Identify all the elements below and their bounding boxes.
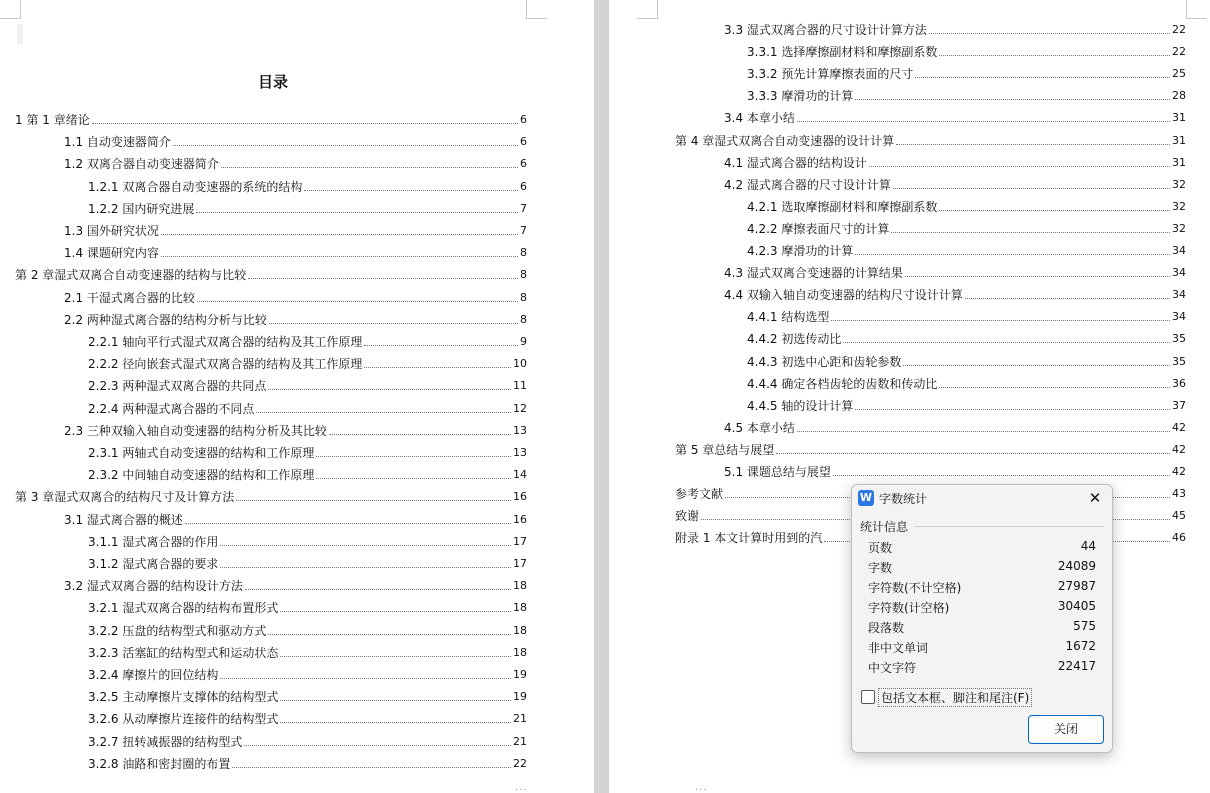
toc-leader-dots — [244, 745, 511, 746]
toc-entry-page: 34 — [1172, 310, 1186, 324]
stat-value: 22417 — [1057, 659, 1096, 673]
toc-leader-dots — [896, 144, 1170, 145]
toc-leader-dots — [280, 722, 511, 723]
stat-label: 字数 — [868, 561, 893, 575]
toc-entry-text: 第 3 章湿式双离合的结构尺寸及计算方法 — [15, 490, 235, 505]
toc-entry[interactable] — [88, 734, 527, 750]
toc-leader-dots — [185, 523, 511, 524]
toc-entry-text: 3.4 本章小结 — [724, 111, 795, 126]
toc-entry-page: 13 — [513, 446, 527, 459]
toc-entry[interactable] — [88, 467, 527, 483]
toc-entry-text: 第 4 章湿式双离合自动变速器的设计计算 — [675, 133, 895, 148]
toc-entry-text: 4.4.3 初选中心距和齿轮参数 — [747, 354, 902, 369]
toc-entry-page: 6 — [520, 179, 527, 193]
toc-entry-text: 4.2 湿式离合器的尺寸设计计算 — [724, 177, 891, 192]
toc-leader-dots — [797, 431, 1170, 432]
toc-entry-page: 42 — [1172, 420, 1186, 434]
stat-value: 27987 — [1057, 579, 1096, 593]
toc-entry[interactable] — [88, 600, 527, 616]
toc-entry[interactable] — [64, 134, 527, 150]
toc-leader-dots — [316, 478, 511, 479]
toc-entry-text: 3.2.4 摩擦片的回位结构 — [88, 668, 219, 682]
stat-row — [868, 639, 1096, 659]
toc-entry-text: 1.2 双离合器自动变速器简介 — [64, 157, 219, 172]
dialog-title: 字数统计 — [879, 492, 928, 506]
toc-entry-page: 17 — [513, 557, 527, 570]
toc-entry-page: 16 — [513, 512, 527, 526]
toc-entry-page: 6 — [520, 135, 527, 149]
crop-mark — [0, 0, 21, 19]
toc-leader-dots — [915, 77, 1170, 78]
toc-entry[interactable] — [64, 156, 527, 172]
toc-entry-text: 5.1 课题总结与展望 — [724, 465, 831, 479]
toc-entry-text: 第 5 章总结与展望 — [675, 442, 775, 457]
toc-entry-text: 1.2.2 国内研究进展 — [88, 201, 195, 216]
stat-label: 段落数 — [868, 621, 905, 635]
toc-entry[interactable] — [724, 420, 1186, 436]
toc-entry-text: 3.1.1 湿式离合器的作用 — [88, 534, 219, 549]
toc-entry-text: 3.2.2 压盘的结构型式和驱动方式 — [88, 623, 267, 638]
toc-entry-page: 36 — [1172, 376, 1186, 390]
toc-entry-text: 3.3.1 选择摩擦副材料和摩擦副系数 — [747, 45, 938, 60]
toc-entry-page: 19 — [513, 690, 527, 704]
toc-leader-dots — [161, 234, 518, 235]
toc-entry-text: 2.2.3 两种湿式双离合器的共同点 — [88, 379, 267, 394]
crop-mark — [637, 0, 658, 19]
toc-entry-page: 10 — [513, 357, 527, 371]
close-icon[interactable]: ✕ — [1088, 489, 1102, 507]
stat-value: 575 — [1073, 619, 1096, 633]
toc-entry[interactable] — [747, 243, 1186, 259]
toc-entry[interactable] — [747, 309, 1186, 325]
toc-entry-page: 45 — [1172, 509, 1186, 523]
toc-title: 目录 — [257, 73, 288, 91]
include-checkbox[interactable] — [861, 690, 875, 704]
toc-entry[interactable] — [15, 112, 527, 128]
toc-entry-page: 8 — [520, 290, 527, 304]
toc-entry-page: 18 — [513, 579, 527, 593]
toc-entry-page: 18 — [513, 645, 527, 659]
toc-entry-page: 43 — [1172, 487, 1186, 501]
stat-row — [868, 559, 1096, 579]
toc-entry-page: 18 — [513, 601, 527, 615]
toc-leader-dots — [280, 656, 511, 657]
toc-entry[interactable] — [724, 464, 1186, 480]
document-page-left[interactable] — [0, 0, 594, 793]
toc-entry-text: 附录 1 本文计算时用到的汽 — [675, 531, 823, 546]
toc-leader-dots — [939, 55, 1170, 56]
toc-leader-dots — [776, 453, 1170, 454]
toc-entry-text: 1 第 1 章绪论 — [15, 113, 90, 127]
toc-entry-page: 32 — [1172, 177, 1186, 191]
toc-leader-dots — [280, 700, 511, 701]
toc-entry[interactable] — [675, 442, 1186, 458]
toc-entry-page: 8 — [520, 312, 527, 326]
toc-leader-dots — [855, 99, 1170, 100]
toc-entry[interactable] — [64, 290, 527, 306]
toc-entry[interactable] — [747, 331, 1186, 347]
toc-entry-text: 2.2.1 轴向平行式湿式双离合器的结构及其工作原理 — [88, 335, 363, 349]
toc-entry-page: 8 — [520, 268, 527, 282]
toc-entry[interactable] — [747, 221, 1186, 237]
toc-leader-dots — [304, 190, 518, 191]
stat-row — [868, 539, 1096, 559]
toc-entry-text: 2.1 干湿式离合器的比较 — [64, 290, 195, 305]
toc-entry-text: 3.2.7 扭转减振器的结构型式 — [88, 734, 243, 749]
toc-entry[interactable] — [724, 155, 1186, 171]
toc-entry-page: 34 — [1172, 288, 1186, 302]
toc-entry[interactable] — [747, 376, 1186, 392]
toc-entry-page: 35 — [1172, 354, 1186, 368]
toc-leader-dots — [843, 342, 1170, 343]
toc-entry-page: 28 — [1172, 89, 1186, 103]
toc-entry[interactable] — [88, 645, 527, 661]
toc-entry-text: 2.3.1 两轴式自动变速器的结构和工作原理 — [88, 446, 315, 460]
stat-label: 非中文单词 — [868, 641, 929, 655]
include-checkbox-label[interactable]: 包括文本框、脚注和尾注(F) — [878, 688, 1032, 707]
toc-entry-text: 3.2.1 湿式双离合器的结构布置形式 — [88, 601, 279, 616]
toc-leader-dots — [269, 323, 518, 324]
toc-leader-dots — [797, 121, 1170, 122]
toc-entry[interactable] — [88, 445, 527, 461]
toc-entry-page: 21 — [513, 734, 527, 748]
toc-entry-page: 34 — [1172, 244, 1186, 257]
toc-entry-text: 第 2 章湿式双离合自动变速器的结构与比较 — [15, 268, 247, 283]
toc-entry-text: 4.3 湿式双离合变速器的计算结果 — [724, 266, 903, 281]
toc-entry-page: 13 — [513, 423, 527, 437]
toc-leader-dots — [220, 545, 511, 546]
toc-entry-page: 25 — [1172, 67, 1186, 81]
toc-entry-text: 4.4.4 确定各档齿轮的齿数和传动比 — [747, 376, 938, 391]
toc-entry-text: 4.4.2 初选传动比 — [747, 332, 842, 347]
toc-entry-page: 32 — [1172, 199, 1186, 213]
stat-row — [868, 619, 1096, 639]
toc-entry-text: 3.2.3 活塞缸的结构型式和运动状态 — [88, 645, 279, 660]
toc-entry-text: 3.2.5 主动摩擦片支撑体的结构型式 — [88, 690, 279, 705]
toc-leader-dots — [248, 278, 518, 279]
toc-entry[interactable] — [88, 401, 527, 417]
toc-leader-dots — [232, 767, 511, 768]
toc-entry-text: 4.4.1 结构选型 — [747, 310, 830, 325]
toc-leader-dots — [256, 412, 511, 413]
toc-entry-page: 7 — [520, 201, 527, 215]
stat-label: 字符数(计空格) — [868, 601, 950, 615]
toc-entry[interactable] — [64, 245, 527, 261]
toc-leader-dots — [929, 33, 1170, 34]
toc-leader-dots — [236, 500, 511, 501]
section-divider — [914, 526, 1104, 527]
toc-entry-page: 9 — [520, 335, 527, 348]
page-gutter — [594, 0, 609, 793]
stat-row — [868, 659, 1096, 679]
toc-entry-page: 31 — [1172, 111, 1186, 125]
toc-leader-dots — [196, 212, 518, 213]
toc-leader-dots — [965, 298, 1170, 299]
toc-entry-page: 6 — [520, 157, 527, 171]
toc-entry-text: 2.2.4 两种湿式离合器的不同点 — [88, 401, 255, 416]
toc-entry[interactable] — [64, 223, 527, 239]
toc-leader-dots — [893, 188, 1170, 189]
cursor-marker — [17, 24, 23, 44]
toc-leader-dots — [245, 589, 511, 590]
toc-entry-text: 3.3 湿式双离合器的尺寸设计计算方法 — [724, 23, 927, 37]
stat-value: 44 — [1080, 539, 1096, 553]
toc-entry-text: 1.1 自动变速器简介 — [64, 135, 171, 150]
toc-entry-page: 14 — [513, 468, 527, 482]
stat-label: 字符数(不计空格) — [868, 581, 962, 595]
toc-entry[interactable] — [747, 199, 1186, 215]
toc-entry-text: 3.1 湿式离合器的概述 — [64, 512, 183, 527]
toc-entry-page: 12 — [513, 401, 527, 415]
toc-entry-page: 18 — [513, 623, 527, 637]
toc-entry[interactable] — [724, 287, 1186, 303]
toc-entry-text: 4.4.5 轴的设计计算 — [747, 398, 854, 413]
crop-mark — [1186, 0, 1207, 19]
toc-leader-dots — [280, 611, 511, 612]
toc-entry-page: 22 — [513, 756, 527, 770]
toc-entry[interactable] — [724, 265, 1186, 281]
toc-entry[interactable] — [724, 110, 1186, 126]
toc-entry-page: 31 — [1172, 155, 1186, 169]
toc-leader-dots — [905, 276, 1170, 277]
toc-entry-text: 3.1.2 湿式离合器的要求 — [88, 557, 219, 571]
toc-leader-dots — [855, 254, 1170, 255]
toc-entry[interactable] — [88, 201, 527, 217]
toc-entry-page: 21 — [513, 712, 527, 726]
toc-entry-text: 4.4 双输入轴自动变速器的结构尺寸设计计算 — [724, 288, 963, 303]
toc-entry[interactable] — [88, 334, 527, 350]
toc-entry[interactable] — [64, 512, 527, 528]
wps-app-icon: W — [859, 491, 873, 504]
toc-entry-page: 19 — [513, 668, 527, 681]
toc-entry[interactable] — [15, 267, 527, 283]
toc-entry-page: 22 — [1172, 45, 1186, 59]
toc-entry[interactable] — [747, 354, 1186, 370]
toc-entry-page: 7 — [520, 224, 527, 237]
toc-entry-text: 1.3 国外研究状况 — [64, 224, 159, 238]
toc-leader-dots — [869, 166, 1170, 167]
toc-leader-dots — [831, 320, 1170, 321]
toc-entry[interactable] — [88, 556, 527, 572]
toc-entry[interactable] — [88, 534, 527, 550]
toc-entry[interactable] — [747, 44, 1186, 60]
toc-entry-page: 37 — [1172, 398, 1186, 412]
toc-leader-dots — [220, 567, 511, 568]
toc-leader-dots — [316, 456, 511, 457]
toc-entry-text: 2.2.2 径向嵌套式湿式双离合器的结构及其工作原理 — [88, 357, 363, 372]
toc-leader-dots — [197, 301, 518, 302]
toc-entry-text: 3.3.3 摩滑功的计算 — [747, 89, 854, 104]
toc-entry[interactable] — [88, 711, 527, 727]
toc-entry-text: 2.3.2 中间轴自动变速器的结构和工作原理 — [88, 468, 315, 483]
section-label: 统计信息 — [860, 520, 909, 534]
toc-leader-dots — [173, 145, 518, 146]
toc-leader-dots — [268, 634, 511, 635]
toc-entry[interactable] — [64, 312, 527, 328]
toc-entry[interactable] — [88, 756, 527, 772]
toc-entry-page: 35 — [1172, 332, 1186, 346]
toc-entry[interactable] — [15, 489, 527, 505]
toc-entry-text: 3.2.8 油路和密封圈的布置 — [88, 756, 231, 771]
stat-value: 30405 — [1057, 599, 1096, 613]
toc-leader-dots — [364, 367, 511, 368]
toc-entry-page: 11 — [513, 379, 527, 393]
toc-entry[interactable] — [88, 689, 527, 705]
toc-entry[interactable] — [88, 378, 527, 394]
toc-entry[interactable] — [747, 398, 1186, 414]
toc-entry-page: 8 — [520, 246, 527, 260]
toc-entry-page: 46 — [1172, 531, 1186, 545]
toc-entry[interactable] — [88, 623, 527, 639]
toc-entry-text: 4.2.3 摩滑功的计算 — [747, 244, 854, 258]
toc-leader-dots — [939, 387, 1170, 388]
toc-entry-text: 3.2 湿式双离合器的结构设计方法 — [64, 579, 243, 594]
stat-value: 1672 — [1065, 639, 1096, 653]
toc-entry-page: 32 — [1172, 221, 1186, 235]
toc-entry-page: 22 — [1172, 23, 1186, 36]
toc-entry[interactable] — [724, 22, 1186, 38]
toc-leader-dots — [221, 167, 518, 168]
toc-entry-text: 4.2.2 摩擦表面尺寸的计算 — [747, 221, 890, 236]
toc-entry-page: 42 — [1172, 465, 1186, 478]
toc-entry[interactable] — [64, 423, 527, 439]
toc-leader-dots — [903, 365, 1170, 366]
crop-mark — [526, 0, 547, 19]
toc-entry[interactable] — [675, 133, 1186, 149]
dialog-titlebar[interactable] — [852, 485, 1112, 511]
page-end-dots: ... — [515, 782, 528, 793]
toc-entry[interactable] — [724, 177, 1186, 193]
toc-entry[interactable] — [64, 578, 527, 594]
toc-entry-text: 2.3 三种双输入轴自动变速器的结构分析及其比较 — [64, 423, 327, 438]
toc-entry-text: 4.2.1 选取摩擦副材料和摩擦副系数 — [747, 199, 938, 214]
toc-entry-page: 42 — [1172, 442, 1186, 456]
toc-entry[interactable] — [88, 356, 527, 372]
toc-entry-text: 4.5 本章小结 — [724, 420, 795, 435]
stat-row — [868, 579, 1096, 599]
toc-leader-dots — [855, 409, 1170, 410]
toc-entry-text: 3.2.6 从动摩擦片连接件的结构型式 — [88, 712, 279, 727]
stat-label: 中文字符 — [868, 661, 917, 675]
toc-entry-text: 致谢 — [675, 509, 700, 524]
page-end-dots: ... — [695, 782, 708, 793]
toc-leader-dots — [364, 345, 518, 346]
toc-entry-page: 31 — [1172, 133, 1186, 147]
toc-leader-dots — [268, 389, 511, 390]
toc-entry-page: 6 — [520, 113, 527, 126]
word-count-dialog — [851, 484, 1113, 753]
toc-entry[interactable] — [747, 66, 1186, 82]
toc-leader-dots — [220, 678, 511, 679]
toc-leader-dots — [891, 232, 1170, 233]
toc-entry-page: 34 — [1172, 266, 1186, 280]
toc-entry-page: 16 — [513, 490, 527, 504]
stat-value: 24089 — [1057, 559, 1096, 573]
toc-leader-dots — [833, 475, 1170, 476]
stat-row — [868, 599, 1096, 619]
toc-entry[interactable] — [88, 667, 527, 683]
stat-label: 页数 — [868, 541, 893, 555]
toc-leader-dots — [92, 123, 518, 124]
toc-leader-dots — [329, 434, 511, 435]
toc-entry-text: 2.2 两种湿式离合器的结构分析与比较 — [64, 312, 267, 327]
toc-entry-text: 参考文献 — [675, 487, 724, 502]
toc-entry-text: 4.1 湿式离合器的结构设计 — [724, 155, 867, 170]
toc-leader-dots — [161, 256, 518, 257]
toc-entry[interactable] — [88, 179, 527, 195]
toc-entry[interactable] — [747, 88, 1186, 104]
toc-entry-text: 3.3.2 预先计算摩擦表面的尺寸 — [747, 67, 914, 82]
toc-leader-dots — [939, 210, 1170, 211]
toc-entry-text: 1.2.1 双离合器自动变速器的系统的结构 — [88, 179, 303, 194]
toc-entry-text: 1.4 课题研究内容 — [64, 246, 159, 261]
close-button[interactable]: 关闭 — [1028, 715, 1104, 744]
toc-entry-page: 17 — [513, 534, 527, 548]
